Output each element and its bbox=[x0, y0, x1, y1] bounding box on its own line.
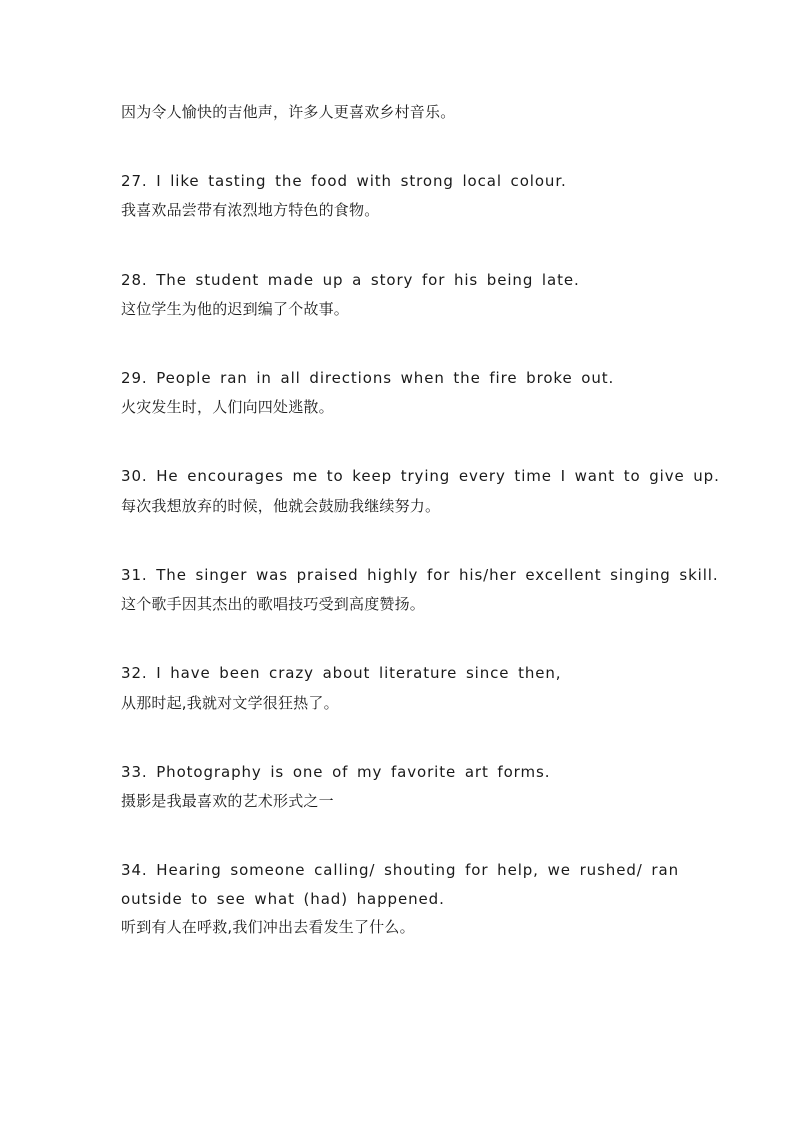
sentence-30-english: 30. He encourages me to keep trying every time I want to give up. bbox=[121, 467, 720, 485]
sentence-27-english: 27. I like tasting the food with strong local colour. bbox=[121, 172, 567, 190]
sentence-32-chinese: 从那时起,我就对文学很狂热了。 bbox=[121, 694, 339, 712]
sentence-28-english: 28. The student made up a story for his being late. bbox=[121, 271, 580, 289]
sentence-34-english-line-1: 34. Hearing someone calling/ shouting for help, we rushed/ ran bbox=[121, 861, 679, 879]
sentence-32-english: 32. I have been crazy about literature since then, bbox=[121, 664, 562, 682]
sentence-33-chinese: 摄影是我最喜欢的艺术形式之一 bbox=[121, 792, 334, 810]
sentence-27-chinese: 我喜欢品尝带有浓烈地方特色的食物。 bbox=[121, 201, 380, 219]
sentence-31-english: 31. The singer was praised highly for his/her excellent singing skill. bbox=[121, 566, 719, 584]
sentence-29-chinese: 火灾发生时，人们向四处逃散。 bbox=[121, 398, 334, 416]
sentence-30-chinese: 每次我想放弃的时候，他就会鼓励我继续努力。 bbox=[121, 497, 441, 515]
sentence-31-chinese: 这个歌手因其杰出的歌唱技巧受到高度赞扬。 bbox=[121, 595, 426, 613]
sentence-33-english: 33. Photography is one of my favorite art forms. bbox=[121, 763, 551, 781]
sentence-34-english-line-2: outside to see what (had) happened. bbox=[121, 890, 445, 908]
sentence-34-chinese: 听到有人在呼救,我们冲出去看发生了什么。 bbox=[121, 918, 415, 936]
sentence-28-chinese: 这位学生为他的迟到编了个故事。 bbox=[121, 300, 350, 318]
sentence-29-english: 29. People ran in all directions when the fire broke out. bbox=[121, 369, 615, 387]
intro-translation: 因为令人愉快的吉他声，许多人更喜欢乡村音乐。 bbox=[121, 103, 456, 121]
